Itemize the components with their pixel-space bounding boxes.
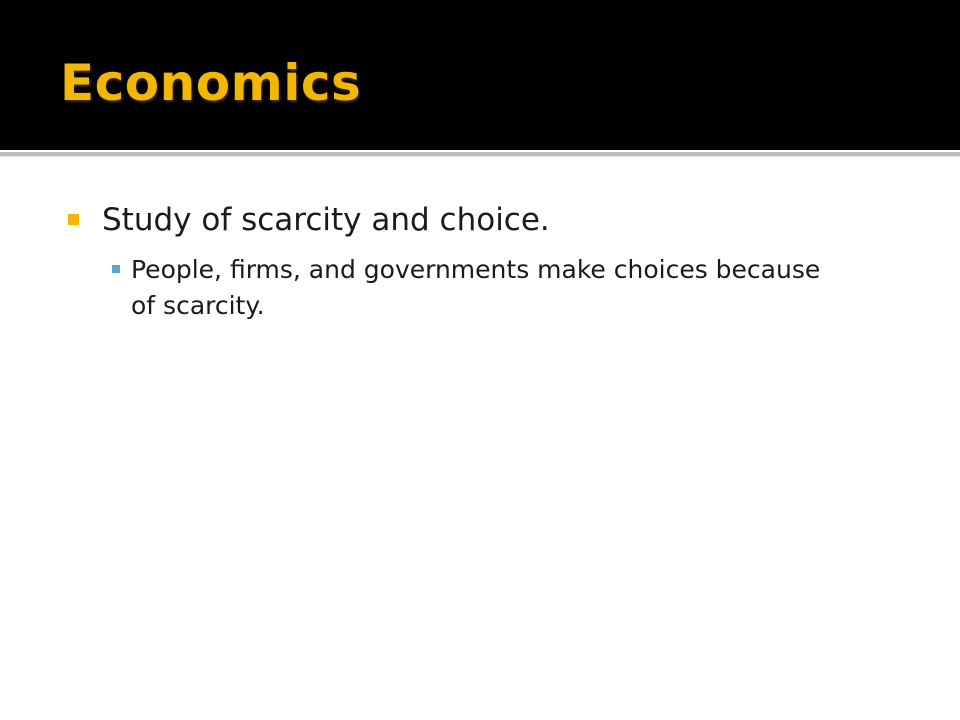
slide-title: Economics (60, 54, 362, 112)
sub-bullet-item (112, 252, 851, 324)
bullet-text: Study of scarcity and choice. (102, 202, 550, 238)
bullet-item (68, 198, 908, 242)
sub-bullet-text: People, firms, and governments make choices because of scarcity. (131, 255, 821, 320)
slide-body (68, 198, 908, 324)
square-bullet-icon (68, 214, 79, 225)
square-bullet-icon (112, 265, 120, 273)
title-divider (0, 152, 960, 157)
